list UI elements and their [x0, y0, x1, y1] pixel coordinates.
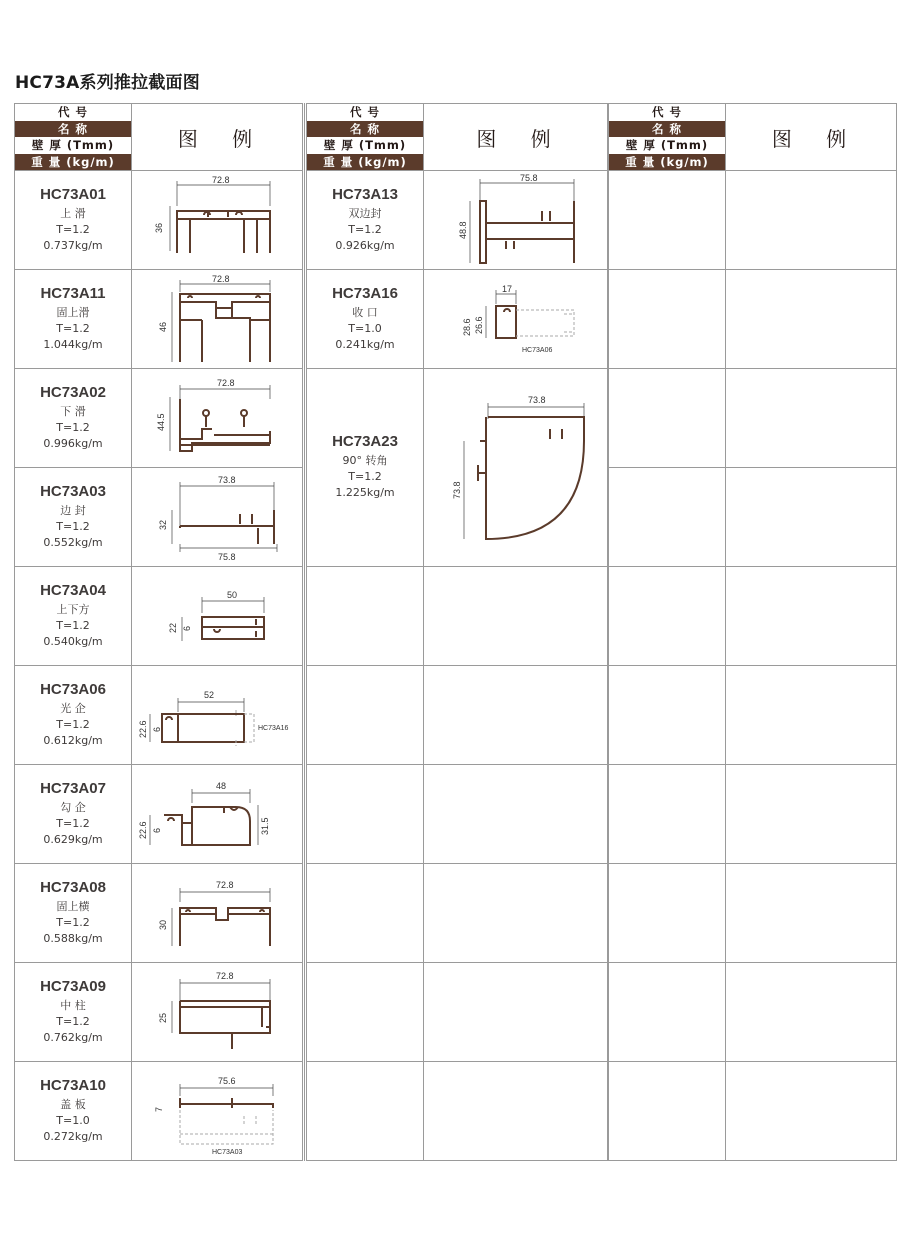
dim-label: 30 [158, 919, 168, 930]
profile-thickness: T=1.2 [56, 519, 90, 533]
dim-label: 7 [154, 1106, 164, 1112]
profile-name: 90° 转角 [342, 454, 388, 467]
table-row [307, 567, 608, 666]
profile-weight: 0.762kg/m [43, 1030, 103, 1044]
profile-code: HC73A01 [40, 185, 106, 203]
profile-thickness: T=1.2 [56, 618, 90, 632]
profile-code: HC73A03 [40, 482, 106, 500]
table-row [307, 171, 608, 270]
dim-label: 72.8 [212, 175, 230, 185]
table-row [15, 567, 304, 666]
profile-weight: 0.272kg/m [43, 1129, 103, 1143]
profile-weight: 1.225kg/m [335, 486, 395, 499]
dim-label: 72.8 [216, 880, 234, 890]
profile-drawing [424, 369, 607, 566]
profile-code: HC73A07 [40, 779, 106, 797]
profile-code: HC73A04 [40, 581, 106, 599]
dim-label: HC73A06 [522, 347, 553, 354]
profile-info [307, 434, 423, 501]
profile-thickness: T=1.2 [56, 420, 90, 434]
profile-weight: 0.540kg/m [43, 634, 103, 648]
profile-info [15, 484, 131, 551]
table-row [15, 270, 304, 369]
dim-label: 73.8 [528, 395, 546, 405]
profile-weight: 0.629kg/m [43, 832, 103, 846]
table-row [609, 171, 897, 270]
table-row [15, 666, 304, 765]
header-cell [609, 104, 726, 171]
profile-info [307, 187, 423, 254]
header-cell [15, 104, 132, 171]
profile-code: HC73A06 [40, 680, 106, 698]
header-code-label: 代 号 [609, 104, 725, 120]
profile-name: 固上横 [56, 899, 90, 913]
profile-name: 中 柱 [60, 998, 86, 1012]
profile-thickness: T=1.2 [56, 1014, 90, 1028]
page-title: HC73A系列推拉截面图 [15, 73, 200, 93]
dim-label: 73.8 [452, 481, 462, 499]
table-row [609, 765, 897, 864]
profile-thickness: T=1.2 [56, 222, 90, 236]
dim-label: 36 [154, 222, 164, 233]
profile-code: HC73A08 [40, 878, 106, 896]
profile-code: HC73A02 [40, 383, 106, 401]
profile-name: 收 口 [352, 305, 378, 319]
dim-label: 72.8 [216, 971, 234, 981]
header-weight-label: 重 量 (kg/m) [307, 154, 423, 170]
dim-label: 75.8 [520, 173, 538, 183]
profile-name: 光 企 [60, 701, 86, 715]
dim-label: 28.6 [462, 318, 472, 336]
profile-info [15, 187, 131, 254]
profile-drawing [132, 567, 302, 665]
header-thickness-label: 壁 厚 (Tmm) [609, 137, 725, 153]
profile-drawing [132, 1062, 302, 1160]
dim-label: 6 [182, 625, 192, 631]
table-row [15, 765, 304, 864]
profile-weight: 0.996kg/m [43, 436, 103, 450]
profile-weight: 0.552kg/m [43, 535, 103, 549]
dim-label: 72.8 [217, 378, 235, 388]
profile-weight: 0.926kg/m [335, 238, 395, 252]
table-row [609, 369, 897, 468]
table-row [15, 963, 304, 1062]
table-row [609, 468, 897, 567]
table-row [609, 864, 897, 963]
table-row [609, 567, 897, 666]
table-row [609, 666, 897, 765]
profile-code: HC73A10 [40, 1076, 106, 1094]
profile-code: HC73A13 [332, 185, 398, 203]
profile-table-1 [14, 103, 305, 1161]
profile-table-3 [608, 103, 897, 1161]
header-thickness-label: 壁 厚 (Tmm) [307, 137, 423, 153]
profile-thickness: T=1.2 [56, 321, 90, 335]
dim-label: 25 [158, 1012, 168, 1023]
profile-thickness: T=1.0 [56, 1113, 90, 1127]
header-cell [307, 104, 424, 171]
profile-name: 双边封 [348, 206, 382, 220]
profile-drawing [424, 171, 607, 269]
header-weight-label: 重 量 (kg/m) [15, 154, 131, 170]
profile-thickness: T=1.2 [56, 717, 90, 731]
dim-label: 75.6 [218, 1076, 236, 1086]
table-row [609, 963, 897, 1062]
profile-info [15, 385, 131, 452]
dim-label: HC73A16 [258, 725, 289, 732]
dim-label: 31.5 [260, 817, 270, 835]
table-row [609, 270, 897, 369]
profile-code: HC73A23 [332, 433, 398, 450]
header-name-label: 名 称 [307, 121, 423, 137]
profile-code: HC73A09 [40, 977, 106, 995]
profile-info [15, 1078, 131, 1145]
table-row [609, 1062, 897, 1161]
table-row [15, 1062, 304, 1161]
profile-drawing [132, 270, 302, 368]
dim-label: 48.8 [458, 221, 468, 239]
dim-label: 75.8 [218, 552, 236, 562]
profile-drawing [132, 765, 302, 863]
profile-drawing [132, 864, 302, 962]
dim-label: 22.6 [138, 720, 148, 738]
profile-drawing [132, 468, 302, 566]
profile-name: 盖 板 [60, 1097, 86, 1111]
profile-code: HC73A16 [332, 284, 398, 302]
profile-info [15, 682, 131, 749]
profile-thickness: T=1.2 [348, 222, 382, 236]
header-code-label: 代 号 [307, 104, 423, 120]
profile-info [15, 781, 131, 848]
profile-info [15, 583, 131, 650]
table-row [307, 666, 608, 765]
profile-name: 上下方 [56, 602, 90, 616]
profile-name: 固上滑 [56, 305, 90, 319]
dim-label: 22 [168, 622, 178, 633]
profile-thickness: T=1.2 [348, 470, 382, 483]
header-thickness-label: 壁 厚 (Tmm) [15, 137, 131, 153]
dim-label: 26.6 [474, 316, 484, 334]
dim-label: 22.6 [138, 821, 148, 839]
profile-drawing [424, 270, 607, 368]
profile-code: HC73A11 [40, 284, 106, 302]
dim-label: 52 [204, 690, 215, 700]
profile-name: 边 封 [60, 503, 86, 517]
dim-label: 72.8 [212, 274, 230, 284]
legend-header: 图 例 [771, 126, 861, 151]
header-name-label: 名 称 [15, 121, 131, 137]
dim-label: 73.8 [218, 475, 236, 485]
profile-info [15, 979, 131, 1046]
profile-weight: 0.241kg/m [335, 337, 395, 351]
profile-info [15, 880, 131, 947]
profile-thickness: T=1.2 [56, 816, 90, 830]
dim-label: 46 [158, 321, 168, 332]
header-name-label: 名 称 [609, 121, 725, 137]
header-code-label: 代 号 [15, 104, 131, 120]
table-row [307, 765, 608, 864]
table-row [307, 270, 608, 369]
profile-info [307, 286, 423, 353]
profile-drawing [132, 171, 302, 269]
profile-weight: 0.612kg/m [43, 733, 103, 747]
dim-label: 44.5 [156, 413, 166, 431]
dim-label: 48 [216, 781, 227, 791]
header-weight-label: 重 量 (kg/m) [609, 154, 725, 170]
profile-weight: 0.737kg/m [43, 238, 103, 252]
table-row [307, 1062, 608, 1161]
profile-drawing [132, 963, 302, 1061]
dim-label: 17 [502, 284, 513, 294]
profile-drawing [132, 369, 302, 467]
dim-label: HC73A03 [212, 1149, 243, 1156]
profile-weight: 0.588kg/m [43, 931, 103, 945]
profile-drawing [132, 666, 302, 764]
legend-header: 图 例 [476, 126, 565, 151]
table-row [15, 468, 304, 567]
dim-label: 50 [227, 590, 238, 600]
table-row [15, 171, 304, 270]
table-row [307, 963, 608, 1062]
profile-info [15, 286, 131, 353]
profile-name: 上 滑 [60, 206, 86, 220]
table-row [15, 864, 304, 963]
dim-label: 32 [158, 519, 168, 530]
profile-thickness: T=1.0 [348, 321, 382, 335]
dim-label: 6 [152, 726, 162, 732]
profile-thickness: T=1.2 [56, 915, 90, 929]
profile-weight: 1.044kg/m [43, 337, 103, 351]
table-row [307, 864, 608, 963]
profile-name: 勾 企 [60, 800, 86, 814]
dim-label: 6 [152, 827, 162, 833]
table-row [15, 369, 304, 468]
profile-table-2 [306, 103, 608, 1161]
legend-header: 图 例 [177, 126, 267, 151]
profile-name: 下 滑 [60, 404, 86, 418]
